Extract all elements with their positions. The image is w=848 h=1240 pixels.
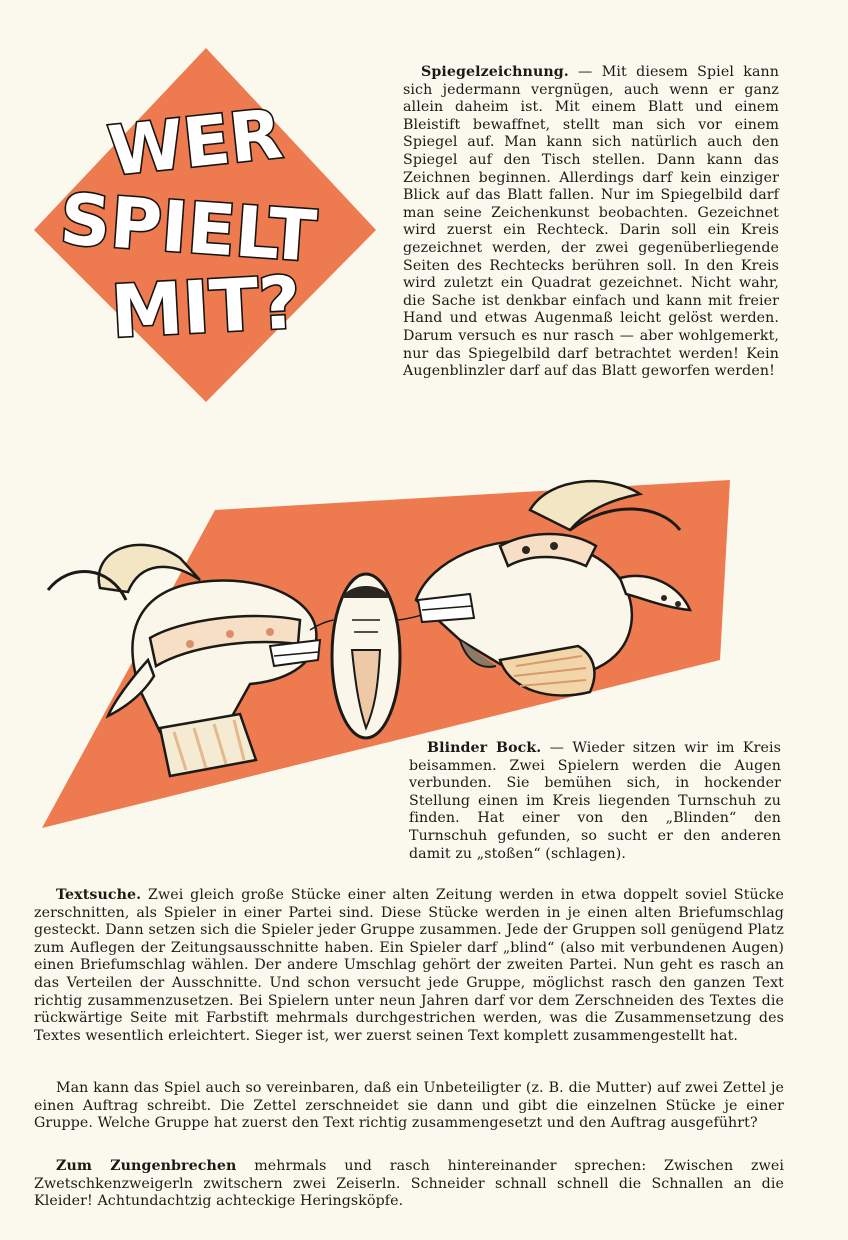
textsuche-body: Zwei gleich große Stücke einer alten Zeitung werden in etwa doppelt soviel Stücke zerschnitten, als Spieler in einer Partei sind. Diese Stücke werden in je einen alten Briefumschlag gesteckt. Dann setzen sich die Spieler jeder Gruppe zusammen. Jede der Gruppen soll genügend Platz zum Auflegen der Zeitungsausschnitte haben. Ein Spieler darf „blind“ (also mit verbundenen Augen) einen Briefumschlag wählen. Der andere Umschlag gehört der zweiten Partei. Nun geht es rasch an das Verteilen der Ausschnitte. Und schon versucht jede Gruppe, möglichst rasch den ganzen Text richtig zusammenzusetzen. Bei Spielern unter neun Jahren darf vor dem Zerschneiden des Textes die rückwärtige Seite mit Farbstift mehrmals durchgestrichen werden, was die Zusammensetzung des Textes wesentlich erleichtert. Sieger ist, wer zuerst seinen Text komplett zusammengestellt hat. <box>34 887 784 1044</box>
spiegelzeichnung-heading: Spiegelzeichnung. <box>421 64 569 80</box>
textsuche-body-2: Man kann das Spiel auch so vereinbaren, daß ein Unbeteiligter (z. B. die Mutter) auf zwei Zettel je einen Auftrag schreibt. Die Zettel zerschneidet sie dann und gibt die einzelnen Stücke je einer Gruppe. Welche Gruppe hat zuerst den Text richtig zusammengesetzt und den Auftrag ausgeführt? <box>34 1080 784 1132</box>
blinder-bock-body: — Wieder sitzen wir im Kreis beisammen. Zwei Spielern werden die Augen verbunden. Sie bemühen sich, in hockender Stellung einen im Kreis liegenden Turnschuh zu finden. Hat einer von den „Blinden“ den Turnschuh gefunden, so sucht er den anderen damit zu „stoßen“ (schlagen). <box>409 740 781 862</box>
textsuche-heading: Textsuche. <box>56 887 142 903</box>
title-logo <box>20 40 380 410</box>
blinder-bock-paragraph <box>409 740 781 863</box>
textsuche-paragraph <box>34 887 784 1045</box>
spiegelzeichnung-body: — Mit diesem Spiel kann sich jedermann vergnügen, auch wenn er ganz allein daheim ist. Mit einem Blatt und einem Bleistift bewaffnet, stellt man sich vor einem Spiegel auf. Man kann sich natürlich auch den Spiegel auf den Tisch stellen. Dann kann das Zeichnen beginnen. Allerdings darf kein einziger Blick auf das Blatt fallen. Nur im Spiegelbild darf man seine Zeichenkunst beobachten. Gezeichnet wird zuerst ein Rechteck. Darin soll ein Kreis gezeichnet werden, der zwei gegenüberliegende Seiten des Rechtecks berühren soll. In den Kreis wird zuletzt ein Quadrat gezeichnet. Nicht wahr, die Sache ist denkbar einfach und kann mit freier Hand und etwas Augenmaß leicht gelöst werden. Darum versuch es nur rasch — aber wohlgemerkt, nur das Spiegelbild darf betrachtet werden! Kein Augenblinzler darf auf das Blatt geworfen werden! <box>403 64 779 380</box>
logo-line-2: SPIELT <box>57 178 319 278</box>
textsuche-paragraph-2 <box>34 1080 784 1133</box>
zungenbrechen-paragraph <box>34 1158 784 1211</box>
zungenbrechen-heading: Zum Zungenbrechen <box>56 1158 237 1174</box>
blinder-bock-heading: Blinder Bock. <box>427 740 542 756</box>
spiegelzeichnung-paragraph <box>403 64 779 381</box>
logo-line-1: WER <box>104 95 286 192</box>
zungenbrechen-body: mehrmals und rasch hintereinander sprechen: Zwischen zwei Zwetschkenzweigerln zwitschern zwei Zeiserln. Schneider schnall schnell die Schnallen an die Kleider! Achtundachtzig achteckige Heringsköpfe. <box>34 1158 785 1210</box>
logo-line-3: MIT? <box>109 260 303 354</box>
